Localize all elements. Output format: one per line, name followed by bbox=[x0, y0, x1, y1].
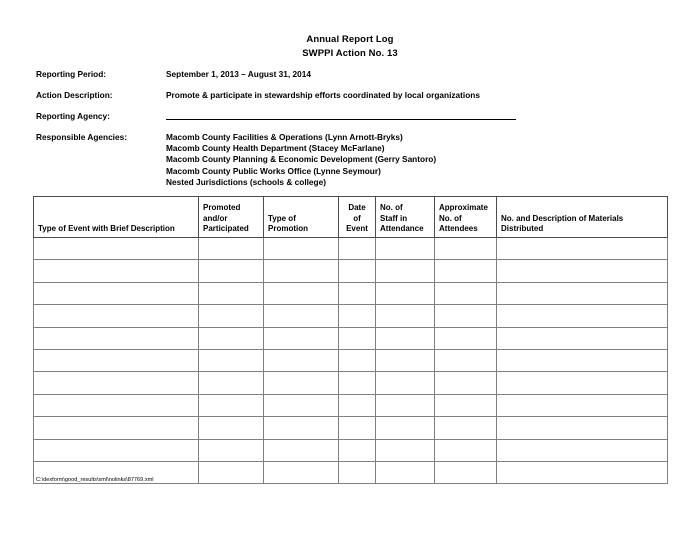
table-cell[interactable] bbox=[34, 327, 199, 349]
table-cell[interactable] bbox=[497, 394, 668, 416]
table-cell[interactable] bbox=[376, 282, 435, 304]
header-text-line: Staff in bbox=[380, 213, 408, 223]
table-cell[interactable] bbox=[339, 439, 376, 461]
action-description-value: Promote & participate in stewardship efforts coordinated by local organizations bbox=[166, 90, 480, 100]
table-cell[interactable] bbox=[34, 305, 199, 327]
table-cell[interactable] bbox=[199, 439, 264, 461]
table-cell[interactable] bbox=[376, 417, 435, 439]
reporting-period-value: September 1, 2013 – August 31, 2014 bbox=[166, 69, 311, 79]
table-cell[interactable] bbox=[34, 349, 199, 371]
table-cell[interactable] bbox=[339, 372, 376, 394]
table-cell[interactable] bbox=[199, 327, 264, 349]
table-cell[interactable] bbox=[376, 439, 435, 461]
table-row bbox=[34, 439, 668, 461]
table-cell[interactable] bbox=[339, 461, 376, 483]
table-cell[interactable] bbox=[376, 349, 435, 371]
header-text-line: No. of bbox=[439, 213, 462, 223]
table-cell[interactable] bbox=[497, 305, 668, 327]
header-text-line: Event bbox=[346, 223, 368, 233]
table-cell[interactable] bbox=[199, 394, 264, 416]
table-cell[interactable] bbox=[435, 439, 497, 461]
table-cell[interactable] bbox=[199, 461, 264, 483]
column-header-promoted-participated bbox=[199, 197, 264, 238]
table-cell[interactable] bbox=[199, 349, 264, 371]
responsible-agencies-list bbox=[166, 132, 436, 188]
table-cell[interactable] bbox=[264, 372, 339, 394]
table-cell[interactable] bbox=[497, 349, 668, 371]
title-line-2: SWPPI Action No. 13 bbox=[302, 47, 398, 59]
header-fields bbox=[36, 69, 676, 198]
table-header bbox=[34, 197, 668, 238]
table-cell[interactable] bbox=[435, 372, 497, 394]
table-cell[interactable] bbox=[497, 282, 668, 304]
table-cell[interactable] bbox=[339, 260, 376, 282]
table-cell[interactable] bbox=[435, 260, 497, 282]
table-cell[interactable] bbox=[339, 238, 376, 260]
table-cell[interactable] bbox=[264, 260, 339, 282]
column-header-materials-distributed bbox=[497, 197, 668, 238]
table-cell[interactable] bbox=[264, 394, 339, 416]
agency-item: Nested Jurisdictions (schools & college) bbox=[166, 176, 326, 187]
table-cell[interactable] bbox=[376, 327, 435, 349]
table-body bbox=[34, 238, 668, 484]
table-row bbox=[34, 372, 668, 394]
reporting-agency-label: Reporting Agency: bbox=[36, 111, 110, 121]
table-cell[interactable] bbox=[435, 305, 497, 327]
table-cell[interactable] bbox=[376, 461, 435, 483]
table-cell[interactable] bbox=[339, 349, 376, 371]
header-text-line: and/or bbox=[203, 213, 228, 223]
table-cell[interactable] bbox=[376, 305, 435, 327]
agency-item: Macomb County Planning & Economic Development (Gerry Santoro) bbox=[166, 154, 437, 165]
table-cell[interactable] bbox=[497, 260, 668, 282]
table-cell[interactable] bbox=[199, 305, 264, 327]
agency-item: Macomb County Health Department (Stacey McFarlane) bbox=[166, 143, 385, 154]
table-cell[interactable] bbox=[264, 417, 339, 439]
table-cell[interactable] bbox=[264, 461, 339, 483]
action-description-label: Action Description: bbox=[36, 90, 113, 100]
header-text: Type of Event with Brief Description bbox=[38, 223, 175, 233]
table-cell[interactable] bbox=[497, 439, 668, 461]
table-cell[interactable] bbox=[497, 327, 668, 349]
field-action-description bbox=[36, 90, 676, 101]
agency-item: Macomb County Public Works Office (Lynne Seymour) bbox=[166, 165, 381, 176]
table-cell[interactable] bbox=[34, 439, 199, 461]
table-row bbox=[34, 305, 668, 327]
table-cell[interactable] bbox=[376, 372, 435, 394]
header-text-line: Attendance bbox=[380, 223, 424, 233]
column-header-event-description bbox=[34, 197, 199, 238]
table-cell[interactable] bbox=[34, 238, 199, 260]
table-cell[interactable] bbox=[497, 372, 668, 394]
table-cell[interactable] bbox=[264, 238, 339, 260]
table-cell[interactable] bbox=[34, 417, 199, 439]
column-header-type-of-promotion bbox=[264, 197, 339, 238]
responsible-agencies-label: Responsible Agencies: bbox=[36, 132, 127, 142]
reporting-period-label: Reporting Period: bbox=[36, 69, 107, 79]
table-row bbox=[34, 349, 668, 371]
field-reporting-period bbox=[36, 69, 676, 80]
header-text-line: Participated bbox=[203, 223, 249, 233]
table-cell[interactable] bbox=[376, 238, 435, 260]
table-cell[interactable] bbox=[376, 260, 435, 282]
header-text-line: Date bbox=[348, 203, 366, 213]
table-cell[interactable] bbox=[497, 238, 668, 260]
table-cell[interactable] bbox=[339, 417, 376, 439]
column-header-staff-in-attendance bbox=[376, 197, 435, 238]
table-row bbox=[34, 417, 668, 439]
header-text-line: Type of bbox=[268, 213, 296, 223]
table-cell[interactable] bbox=[34, 282, 199, 304]
table-cell[interactable] bbox=[435, 349, 497, 371]
header-text-line: Distributed bbox=[501, 223, 544, 233]
reporting-agency-input[interactable] bbox=[166, 119, 516, 120]
table-cell[interactable] bbox=[435, 461, 497, 483]
table-cell[interactable] bbox=[435, 327, 497, 349]
header-text-line: Approximate bbox=[439, 203, 488, 213]
table-cell[interactable] bbox=[376, 394, 435, 416]
table-cell[interactable] bbox=[339, 282, 376, 304]
table-cell[interactable] bbox=[264, 327, 339, 349]
field-reporting-agency bbox=[36, 111, 676, 122]
header-text-line: Promotion bbox=[268, 223, 308, 233]
table-header-row bbox=[34, 197, 668, 238]
header-text-line: No. of bbox=[380, 203, 403, 213]
table-row bbox=[34, 282, 668, 304]
table-cell[interactable] bbox=[34, 394, 199, 416]
table-cell[interactable] bbox=[339, 327, 376, 349]
table-cell[interactable] bbox=[264, 282, 339, 304]
table-cell[interactable] bbox=[497, 461, 668, 483]
header-text-line: Attendees bbox=[439, 223, 478, 233]
header-text-line: of bbox=[353, 213, 361, 223]
table-cell[interactable] bbox=[264, 439, 339, 461]
table-cell[interactable] bbox=[435, 238, 497, 260]
header-text-line: Promoted bbox=[203, 203, 241, 213]
table-row bbox=[34, 238, 668, 260]
agency-item: Macomb County Facilities & Operations (Lynn Arnott-Bryks) bbox=[166, 132, 403, 142]
table-cell[interactable] bbox=[34, 260, 199, 282]
table-cell[interactable] bbox=[435, 417, 497, 439]
table-cell[interactable] bbox=[339, 305, 376, 327]
table-cell[interactable] bbox=[264, 349, 339, 371]
table-row bbox=[34, 260, 668, 282]
header-text-line: No. and Description of Materials bbox=[501, 213, 624, 223]
column-header-approximate-attendees bbox=[435, 197, 497, 238]
footer-file-path: C:\dexform\good_results\xml\nolinks\87769.xml bbox=[36, 477, 154, 483]
table-cell[interactable] bbox=[199, 282, 264, 304]
column-header-date-of-event bbox=[339, 197, 376, 238]
table-cell[interactable] bbox=[199, 238, 264, 260]
table-row bbox=[34, 327, 668, 349]
table-cell[interactable] bbox=[339, 394, 376, 416]
table-cell[interactable] bbox=[199, 372, 264, 394]
table-cell[interactable] bbox=[199, 260, 264, 282]
title-line-1: Annual Report Log bbox=[306, 34, 394, 45]
table-cell[interactable] bbox=[199, 417, 264, 439]
table-cell[interactable] bbox=[264, 305, 339, 327]
document-title bbox=[0, 33, 700, 60]
table-cell[interactable] bbox=[34, 372, 199, 394]
table-cell[interactable] bbox=[435, 282, 497, 304]
annual-report-log-table bbox=[33, 196, 668, 484]
table-cell[interactable] bbox=[497, 417, 668, 439]
table-cell[interactable] bbox=[435, 394, 497, 416]
field-responsible-agencies bbox=[36, 132, 676, 188]
table-row bbox=[34, 394, 668, 416]
